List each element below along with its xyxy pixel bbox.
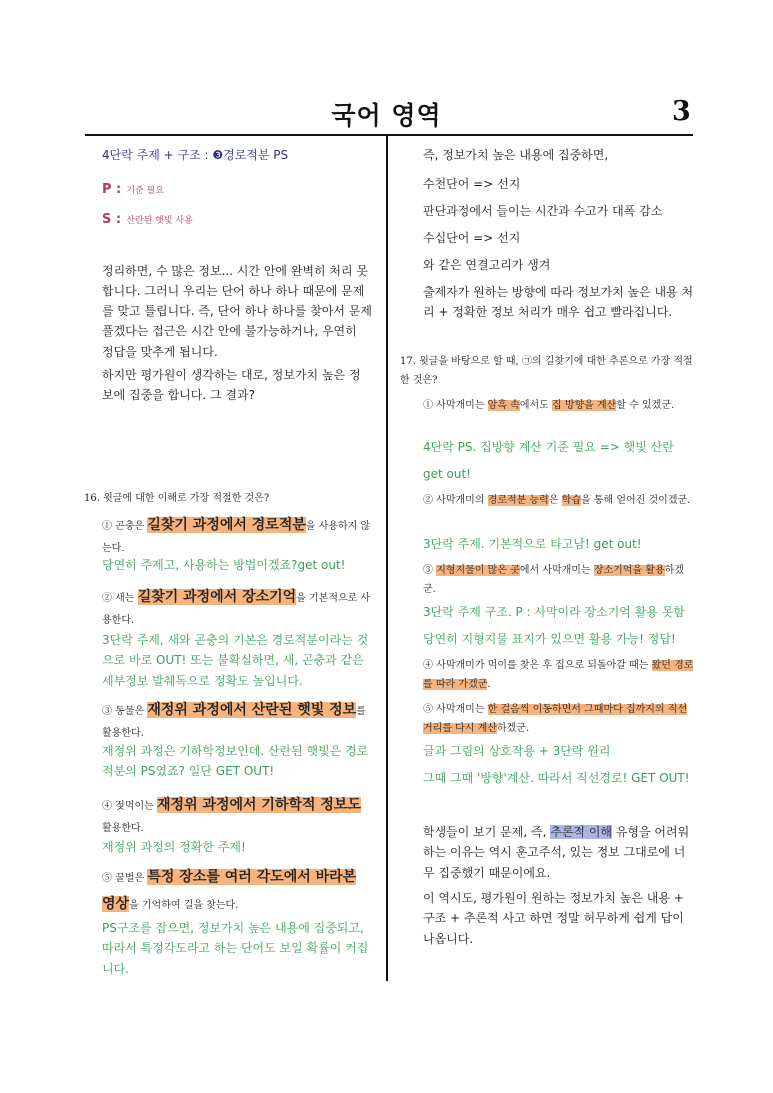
q17-option-4: ④ 사막개미가 먹이를 찾은 후 집으로 되돌아갈 때는 왔던 경로를 따라 가겠군. (423, 660, 694, 690)
right-line-1: 즉, 정보가치 높은 내용에 집중하면, (423, 148, 609, 162)
q17-option-5-highlight: 한 걸음씩 이동하면서 그때마다 집까지의 직선거리를 다시 계산 (423, 704, 688, 734)
column-divider (386, 136, 388, 981)
q16-comment-4: 재정위 과정의 정확한 주제! (102, 840, 246, 854)
header-rule (85, 134, 693, 136)
q16-option-1-highlight: 길찾기 과정에서 경로적분 (147, 517, 306, 533)
q16-comment-2: 3단락 주제, 새와 곤충의 기본은 경로적분이라는 것으로 바로 OUT! 또는 불확실하면, 새, 곤충과 같은 세부정보 발췌독으로 정확도 높입니다. (102, 633, 369, 688)
q16-option-3-highlight: 재정위 과정에서 산란된 햇빛 정보 (147, 702, 357, 718)
topic-line: 4단락 주제 + 구조 : ❸경로적분 PS (102, 148, 289, 162)
right-line-2: 수천단어 => 선지 (423, 177, 521, 191)
q17-option-3: ③ 지형지물이 많은 곳에서 사막개미는 장소기억을 활용하겠군. (423, 565, 684, 595)
right-paragraph: 출제자가 원하는 방향에 따라 정보가치 높은 내용 처리 + 정확한 정보 처리가 매우 쉽고 빨라집니다. (423, 285, 694, 320)
q16-option-5: ⑤ 꿀벌은 특정 장소를 여러 각도에서 바라본 영상을 기억하여 길을 찾는다. (102, 869, 357, 912)
q17-option-1: ① 사막개미는 암흑 속에서도 집 방향을 계산할 수 있겠군. (423, 400, 675, 411)
s-text: 산란된 햇빛 사용 (126, 216, 193, 226)
q17-comment-1b: get out! (423, 467, 471, 481)
page-number: 3 (672, 96, 691, 127)
page-title: 국어 영역 (331, 101, 442, 130)
q16-option-2-highlight: 길찾기 과정에서 장소기억 (137, 589, 297, 605)
q17-comment-5a: 글과 그림의 상호작용 + 3단락 원리 (423, 744, 611, 758)
p-line (102, 178, 372, 197)
q17-comment-5b: 그때 그때 '방향'계산. 따라서 직선경로! GET OUT! (423, 771, 690, 785)
q17-option-2-highlight-2: 학습 (561, 495, 581, 506)
closing-paragraph-1: 학생들이 보기 문제, 즉, 추론적 이해 유형을 어려워하는 이유는 역시 훈고주석, 있는 정보 그대로에 너무 집중했기 때문이에요. (423, 825, 690, 880)
q16-option-4-highlight: 재정위 과정에서 기하학적 정보도 (157, 797, 361, 813)
p-text: 기준 필요 (126, 186, 164, 196)
q17-option-2: ② 사막개미의 경로적분 능력은 학습을 통해 얻어진 것이겠군. (423, 495, 691, 506)
q17-comment-2: 3단락 주제. 기본적으로 타고남! get out! (423, 537, 642, 551)
q16-option-1: ① 곤충은 길찾기 과정에서 경로적분을 사용하지 않는다. (102, 517, 371, 554)
q16-comment-1: 당연히 주제고, 사용하는 방법이겠죠?get out! (102, 558, 346, 572)
s-line (102, 208, 372, 227)
closing-highlight: 추론적 이해 (550, 825, 613, 839)
q17-option-3-highlight-2: 장소기억을 활용 (593, 565, 665, 576)
right-line-4: 수십단어 => 선지 (423, 231, 521, 245)
q17-comment-3b: 당연히 지형지물 표지가 있으면 활용 가능! 정답! (423, 632, 676, 646)
q17-option-2-highlight-1: 경로적분 능력 (487, 495, 549, 506)
q17-option-1-highlight-1: 암흑 속 (487, 400, 520, 411)
q17-comment-3a: 3단락 주제 구조. P : 사막이라 장소기억 활용 못함 (423, 605, 685, 619)
q16-option-3: ③ 동물은 재정위 과정에서 산란된 햇빛 정보를 활용한다. (102, 702, 366, 739)
q16-option-2: ② 새는 길찾기 과정에서 장소기억을 기본적으로 사용한다. (102, 589, 371, 626)
question-16: 16. 윗글에 대한 이해로 가장 적절한 것은? (84, 493, 270, 504)
right-line-3: 판단과정에서 들이는 시간과 수고가 대폭 감소 (423, 204, 663, 218)
p-label: P : (102, 182, 122, 197)
summary-paragraph-2: 하지만 평가원이 생각하는 대로, 정보가치 높은 정보에 집중을 합니다. 그 결과? (102, 368, 361, 403)
summary-paragraph: 정리하면, 수 많은 정보... 시간 안에 완벽히 처리 못합니다. 그러니 우리는 단어 하나 하나 때문에 문제를 맞고 틀립니다. 즉, 단어 하나 하나를 찾아서 문제 풀겠다는 접근은 시간 안에 불가능하거나, 우연히 정답을 맞추게 됩니다. (102, 264, 372, 359)
q16-comment-5: PS구조를 잡으면, 정보가치 높은 내용에 집중되고, 따라서 특정각도라고 하는 단어도 보일 확률이 커집니다. (102, 921, 369, 976)
q16-option-4: ④ 젖먹이는 재정위 과정에서 기하학적 정보도 활용한다. (102, 797, 361, 834)
right-line-5: 와 같은 연결고리가 생겨 (423, 258, 551, 272)
q17-option-5: ⑤ 사막개미는 한 걸음씩 이동하면서 그때마다 집까지의 직선거리를 다시 계산하겠군. (423, 704, 688, 734)
q16-option-5-highlight: 특정 장소를 여러 각도에서 바라본 영상 (102, 869, 357, 912)
q17-option-4-highlight: 왔던 경로를 따라 가겠군 (423, 660, 694, 690)
q17-option-1-highlight-2: 집 방향을 계산 (552, 400, 617, 411)
q17-comment-1a: 4단락 PS. 집방향 계산 기준 필요 => 햇빛 산란 (423, 440, 674, 454)
question-17: 17. 윗글을 바탕으로 할 때, ㉠의 길찾기에 대한 추론으로 가장 적절한 것은? (400, 356, 693, 386)
closing-paragraph-2: 이 역시도, 평가원이 원하는 정보가치 높은 내용 + 구조 + 추론적 사고 하면 정말 허무하게 쉽게 답이 나옵니다. (423, 891, 684, 946)
q17-option-3-highlight-1: 지형지물이 많은 곳 (436, 565, 520, 576)
q16-comment-3: 재정위 과정은 기하학정보인데. 산란된 햇빛은 경로적분의 PS였죠? 일단 GET OUT! (102, 744, 369, 779)
s-label: S : (102, 212, 122, 227)
